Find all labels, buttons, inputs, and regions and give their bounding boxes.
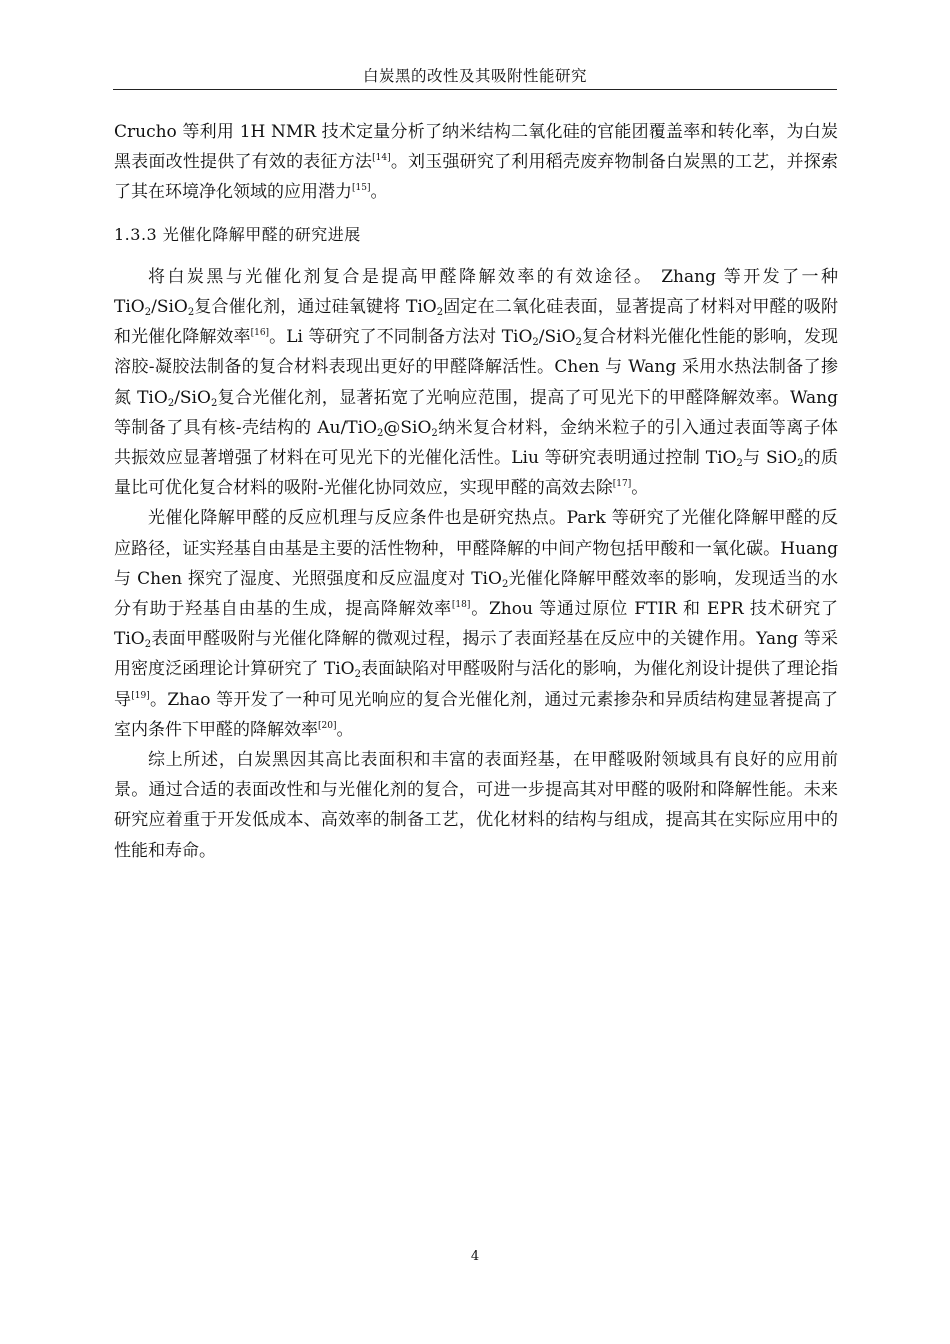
- text-span: 。: [336, 719, 354, 740]
- paragraph-summary: 综上所述，白炭黑因其高比表面积和丰富的表面羟基，在甲醛吸附领域具有良好的应用前景。通过合适的表面改性和与光催化剂的复合，可进一步提高其对甲醛的吸附和降解性能。未来研究应着重于开发低成本、高效率的制备工艺，优化材料的结构与组成，提高其在实际应用中的性能和寿命。: [114, 750, 838, 861]
- subscript: 2: [144, 307, 152, 319]
- text-span: 表面甲醛吸附与光催化降解的微观过程，揭示了表面羟基在反应中的关键作用。Yang 等采用密度泛函理论计算研究了 TiO: [114, 629, 838, 680]
- subscript: 2: [144, 639, 152, 651]
- citation-14: [14]: [372, 153, 391, 164]
- text-span: 光催化降解甲醛效率的影响，发现适当的水分有助于羟基自由基的生成，提高降解效率: [114, 568, 839, 620]
- text-span: 固定在二氧化硅表面，显著提高了材料对甲醛的吸附和光催化降解效率: [114, 297, 838, 348]
- citation-16: [16]: [250, 328, 270, 339]
- text-span: 复合催化剂，通过硅氧键将 TiO: [194, 297, 437, 318]
- paragraph-reaction-mechanism: [114, 503, 838, 745]
- text-span: Crucho 等利用 1H NMR 技术定量分析了纳米结构二氧化硅的官能团覆盖率和转化率，为白炭黑表面改性提供了有效的表征方法: [114, 122, 838, 173]
- subscript: 2: [797, 458, 804, 470]
- citation-15: [15]: [352, 183, 371, 194]
- text-span: /SiO: [538, 327, 576, 348]
- text-span: 表面缺陷对甲醛吸附与活化的影响，为催化剂设计提供了理论指导: [114, 659, 838, 710]
- subscript: 2: [210, 397, 218, 409]
- subscript: 2: [167, 397, 175, 409]
- text-span: 。: [631, 478, 649, 499]
- subscript: 2: [532, 337, 539, 349]
- text-span: 与 SiO: [742, 448, 798, 469]
- subscript: 2: [436, 307, 444, 319]
- text-span: 。: [370, 182, 388, 203]
- document-body: [114, 117, 838, 866]
- citation-18: [18]: [451, 600, 471, 611]
- text-span: 复合材料光催化性能的影响，发现溶胶-凝胶法制备的复合材料表现出更好的甲醛降解活性。Chen 与 Wang 采用水热法制备了掺氮 TiO: [114, 327, 839, 408]
- text-span: 。Zhou 等通过原位 FTIR 和 EPR 技术研究了 TiO: [114, 599, 839, 650]
- subscript: 2: [377, 427, 384, 439]
- text-span: 。Zhao 等开发了一种可见光响应的复合光催化剂，通过元素掺杂和异质结构建显著提高了室内条件下甲醛的降解效率: [114, 689, 838, 740]
- subscript: 2: [575, 337, 582, 349]
- text-span: 复合光催化剂，显著拓宽了光响应范围，提高了可见光下的甲醛降解效率。Wang 等制备了具有核-壳结构的 Au/TiO: [114, 387, 838, 438]
- subscript: 2: [354, 669, 361, 681]
- subscript: 2: [187, 307, 195, 319]
- citation-20: [20]: [318, 720, 337, 731]
- text-span: 纳米复合材料，金纳米粒子的引入通过表面等离子体共振效应显著增强了材料在可见光下的光催化活性。Liu 等研究表明通过控制 TiO: [114, 417, 838, 469]
- page-number: 4: [470, 1249, 480, 1264]
- paragraph-composite-catalysts: [114, 262, 838, 504]
- subscript: 2: [736, 458, 743, 470]
- citation-19: [19]: [131, 690, 150, 701]
- text-span: /SiO: [174, 387, 211, 408]
- text-span: 的质量比可优化复合材料的吸附-光催化协同效应，实现甲醛的高效去除: [114, 448, 838, 499]
- subscript: 2: [431, 427, 438, 439]
- text-span: 。Li 等研究了不同制备方法对 TiO: [269, 327, 533, 348]
- citation-17: [17]: [612, 479, 632, 490]
- text-span: @SiO: [383, 417, 432, 438]
- text-span: /SiO: [151, 297, 188, 318]
- paragraph-surface-modification: [114, 117, 838, 208]
- page-header: 白炭黑的改性及其吸附性能研究: [362, 67, 587, 85]
- text-span: 。刘玉强研究了利用稻壳废弃物制备白炭黑的工艺，并探索了其在环境净化领域的应用潜力: [114, 152, 839, 203]
- subscript: 2: [501, 578, 509, 590]
- section-heading: 1.3.3 光催化降解甲醛的研究进展: [114, 224, 361, 244]
- text-span: 将白炭黑与光催化剂复合是提高甲醛降解效率的有效途径。 Zhang 等开发了一种 TiO: [114, 266, 838, 318]
- text-span: 光催化降解甲醛的反应机理与反应条件也是研究热点。Park 等研究了光催化降解甲醛的反应路径，证实羟基自由基是主要的活性物种，甲醛降解的中间产物包括甲酸和一氧化碳。Huang 与 Chen 探究了湿度、光照强度和反应温度对 TiO: [114, 508, 838, 589]
- header-divider: [113, 89, 837, 90]
